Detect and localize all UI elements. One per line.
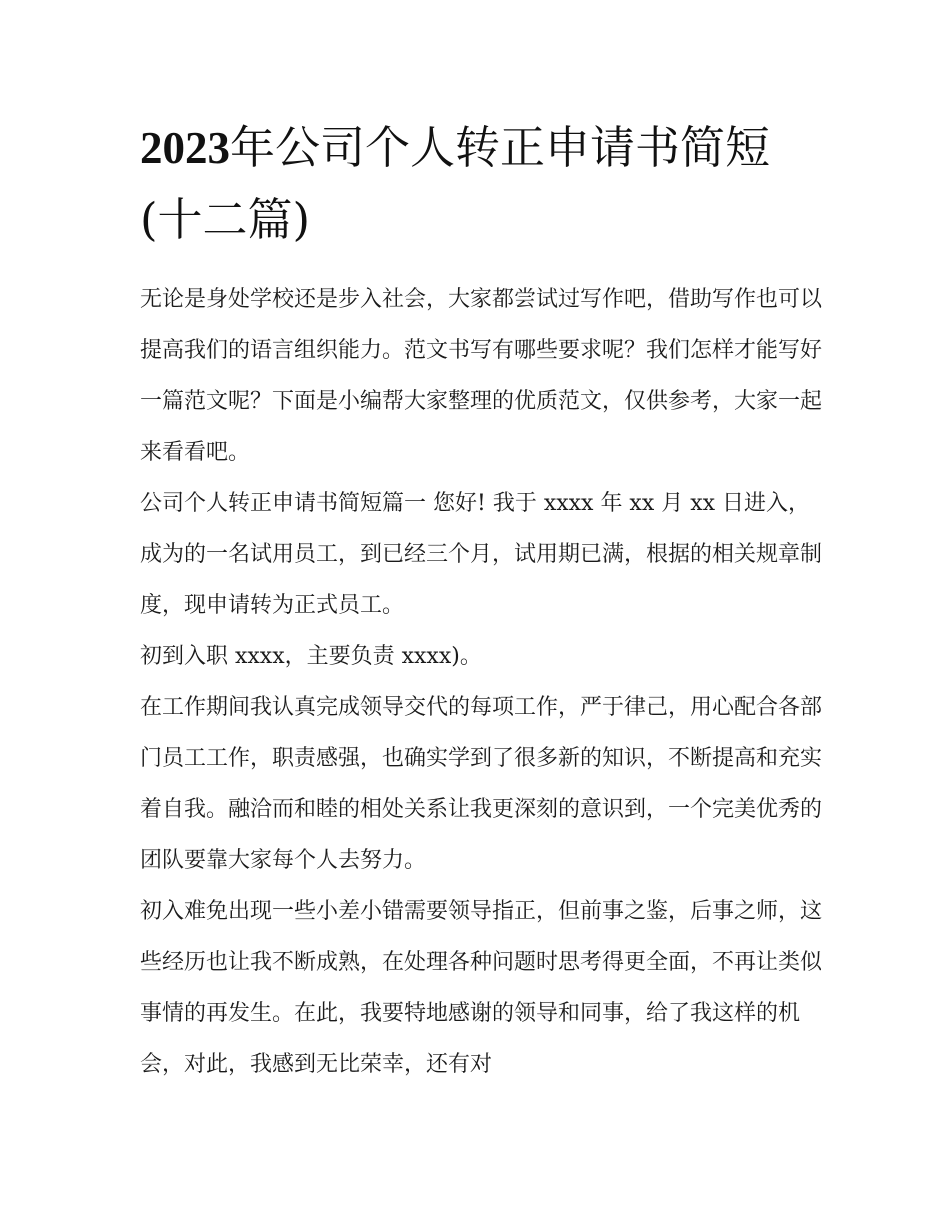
paragraph-intro: 无论是身处学校还是步入社会，大家都尝试过写作吧，借助写作也可以提高我们的语言组织能力。范文书写有哪些要求呢？我们怎样才能写好一篇范文呢？下面是小编帮大家整理的优质范文，仅供参考，大家一起来看看吧。 xyxy=(140,287,823,465)
title-year: 2023 xyxy=(140,123,230,173)
paragraph-2: 初到入职 xxxx，主要负责 xxxx)。 xyxy=(140,644,482,669)
paragraph-3: 在工作期间我认真完成领导交代的每项工作，严于律己，用心配合各部门员工工作，职责感强，也确实学到了很多新的知识，不断提高和充实着自我。融洽而和睦的相处关系让我更深刻的意识到，一个完美优秀的团队要靠大家每个人去努力。 xyxy=(140,695,823,873)
title-text: 年公司个人转正申请书简短(十二篇) xyxy=(140,121,771,246)
paragraph-1: 公司个人转正申请书简短篇一 您好! 我于 xxxx 年 xx 月 xx 日进入，成为的一名试用员工，到已经三个月，试用期已满，根据的相关规章制度，现申请转为正式员工。 xyxy=(140,491,823,618)
document-title xyxy=(140,112,830,256)
document-body xyxy=(140,274,830,1090)
paragraph-4: 初入难免出现一些小差小错需要领导指正，但前事之鉴，后事之师，这些经历也让我不断成熟，在处理各种问题时思考得更全面，不再让类似事情的再发生。在此，我要特地感谢的领导和同事，给了我这样的机会，对此，我感到无比荣幸，还有对 xyxy=(140,899,823,1077)
